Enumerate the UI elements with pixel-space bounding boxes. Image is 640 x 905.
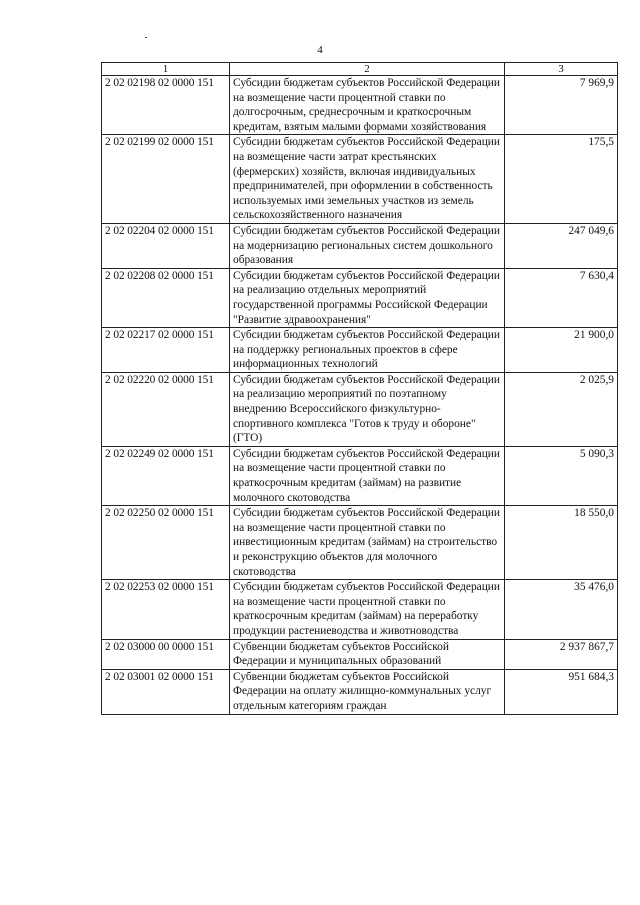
scan-speck bbox=[145, 37, 147, 38]
description-cell: Субсидии бюджетам субъектов Российской Федерации на реализацию мероприятий по поэтапному внедрению Всероссийского физкультурно-спортивного комплекса "Готов к труду и обороне" (ГТО) bbox=[230, 372, 505, 446]
amount-cell: 7 630,4 bbox=[505, 268, 618, 327]
amount-cell: 5 090,3 bbox=[505, 446, 618, 505]
amount-cell: 951 684,3 bbox=[505, 669, 618, 714]
budget-code-cell: 2 02 02250 02 0000 151 bbox=[102, 506, 230, 580]
column-header-code: 1 bbox=[102, 63, 230, 76]
table-row bbox=[102, 76, 618, 135]
page-number: 4 bbox=[317, 44, 323, 56]
table-row bbox=[102, 506, 618, 580]
budget-code-cell: 2 02 02199 02 0000 151 bbox=[102, 135, 230, 224]
description-cell: Субсидии бюджетам субъектов Российской Федерации на возмещение части процентной ставки по краткосрочным кредитам (займам) на развитие молочного скотоводства bbox=[230, 446, 505, 505]
description-cell: Субсидии бюджетам субъектов Российской Федерации на возмещение части процентной ставки по долгосрочным, среднесрочным и краткосрочным кредитам, взятым малыми формами хозяйствования bbox=[230, 76, 505, 135]
budget-code-cell: 2 02 03001 02 0000 151 bbox=[102, 669, 230, 714]
table-row bbox=[102, 372, 618, 446]
description-cell: Субсидии бюджетам субъектов Российской Федерации на реализацию отдельных мероприятий государственной программы Российской Федерации "Развитие здравоохранения" bbox=[230, 268, 505, 327]
table-row bbox=[102, 328, 618, 373]
table-row bbox=[102, 268, 618, 327]
column-header-amount: 3 bbox=[505, 63, 618, 76]
description-cell: Субсидии бюджетам субъектов Российской Федерации на модернизацию региональных систем дошкольного образования bbox=[230, 223, 505, 268]
table-row bbox=[102, 669, 618, 714]
budget-code-cell: 2 02 02249 02 0000 151 bbox=[102, 446, 230, 505]
table-row bbox=[102, 135, 618, 224]
column-header-description: 2 bbox=[230, 63, 505, 76]
table-row bbox=[102, 446, 618, 505]
amount-cell: 7 969,9 bbox=[505, 76, 618, 135]
budget-code-cell: 2 02 02208 02 0000 151 bbox=[102, 268, 230, 327]
amount-cell: 35 476,0 bbox=[505, 580, 618, 639]
amount-cell: 21 900,0 bbox=[505, 328, 618, 373]
budget-code-cell: 2 02 02220 02 0000 151 bbox=[102, 372, 230, 446]
budget-code-cell: 2 02 02253 02 0000 151 bbox=[102, 580, 230, 639]
description-cell: Субсидии бюджетам субъектов Российской Федерации на поддержку региональных проектов в сфере информационных технологий bbox=[230, 328, 505, 373]
table-row bbox=[102, 223, 618, 268]
table-row bbox=[102, 639, 618, 669]
description-cell: Субвенции бюджетам субъектов Российской Федерации на оплату жилищно-коммунальных услуг отдельным категориям граждан bbox=[230, 669, 505, 714]
description-cell: Субвенции бюджетам субъектов Российской Федерации и муниципальных образований bbox=[230, 639, 505, 669]
table-row bbox=[102, 580, 618, 639]
amount-cell: 2 937 867,7 bbox=[505, 639, 618, 669]
amount-cell: 247 049,6 bbox=[505, 223, 618, 268]
description-cell: Субсидии бюджетам субъектов Российской Федерации на возмещение части процентной ставки по краткосрочным кредитам (займам) на переработку продукции растениеводства и животноводства bbox=[230, 580, 505, 639]
amount-cell: 2 025,9 bbox=[505, 372, 618, 446]
amount-cell: 18 550,0 bbox=[505, 506, 618, 580]
budget-revenue-table bbox=[101, 62, 618, 715]
budget-code-cell: 2 02 02204 02 0000 151 bbox=[102, 223, 230, 268]
budget-code-cell: 2 02 03000 00 0000 151 bbox=[102, 639, 230, 669]
budget-code-cell: 2 02 02198 02 0000 151 bbox=[102, 76, 230, 135]
amount-cell: 175,5 bbox=[505, 135, 618, 224]
description-cell: Субсидии бюджетам субъектов Российской Федерации на возмещение части затрат крестьянских (фермерских) хозяйств, включая индивидуальных предпринимателей, при оформлении в собственность используемых ими земельных участков из земель сельскохозяйственного назначения bbox=[230, 135, 505, 224]
table-header-row bbox=[102, 63, 618, 76]
description-cell: Субсидии бюджетам субъектов Российской Федерации на возмещение части процентной ставки по инвестиционным кредитам (займам) на строительство и реконструкцию объектов для молочного скотоводства bbox=[230, 506, 505, 580]
budget-code-cell: 2 02 02217 02 0000 151 bbox=[102, 328, 230, 373]
